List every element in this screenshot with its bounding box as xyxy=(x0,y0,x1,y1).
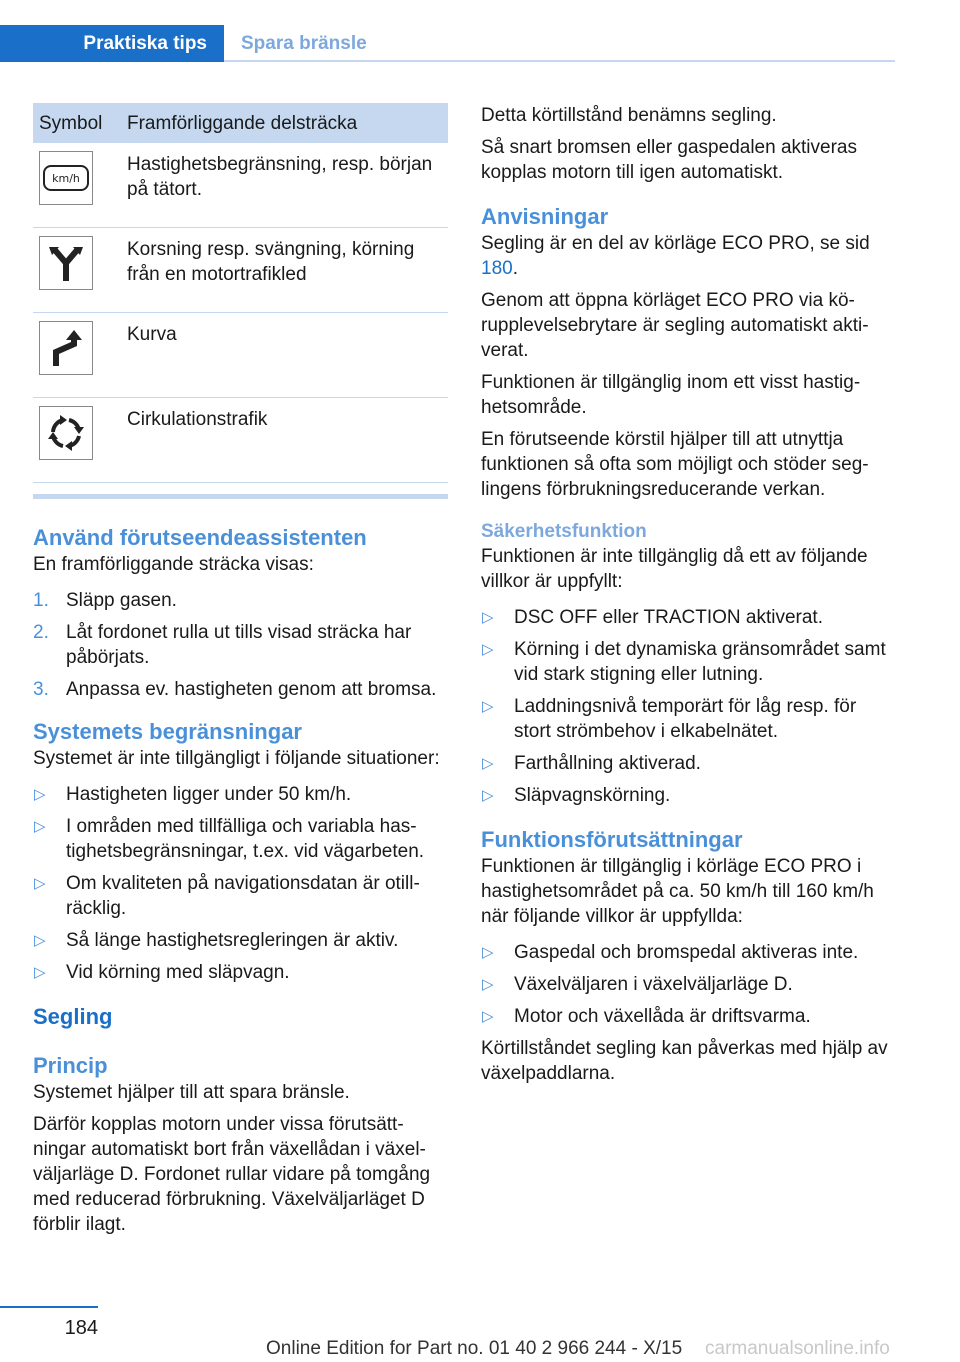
bullet-triangle-icon: ▷ xyxy=(482,976,494,993)
paragraph: Därför kopplas motorn under vissa förutsättningar automatiskt bort från växellådan i växelväljarläge D. Fordonet rullar vidare på tomgång med reducerad förbrukning. Växelväljarläget D förblir ilagt. xyxy=(33,1114,431,1235)
edition-text: Online Edition for Part no. 01 40 2 966 244 - X/15 xyxy=(266,1338,683,1359)
list-item-text: Motor och växellåda är driftsvarma. xyxy=(514,1006,811,1027)
col-header-symbol: Symbol xyxy=(33,103,127,143)
col-header-description: Framförliggande delsträcka xyxy=(127,103,448,143)
list-item xyxy=(481,637,896,687)
paragraph: Detta körtillstånd benämns segling. xyxy=(481,105,777,126)
list-item-text: I områden med tillfälliga och variabla hastighetsbegränsningar, t.ex. vid vägarbeten. xyxy=(66,816,425,862)
list-item xyxy=(33,814,448,864)
paragraph: En framförliggande sträcka visas: xyxy=(33,554,314,575)
table-bottom-rule xyxy=(33,494,448,499)
symbol-table xyxy=(33,103,448,483)
requirements-list xyxy=(481,940,896,1029)
paragraph xyxy=(481,231,896,281)
list-item xyxy=(33,782,448,807)
table-row-text: Kurva xyxy=(127,313,448,398)
junction-icon xyxy=(39,236,93,290)
table-header-row xyxy=(33,103,448,143)
heading-princip: Princip xyxy=(33,1053,108,1078)
heading-segling: Segling xyxy=(33,1004,113,1029)
paragraph: Funktionen är tillgänglig i körläge ECO PRO i hastighetsområdet på ca. 50 km/h till 160 km/h när följande villkor är uppfyllda: xyxy=(481,856,874,927)
list-item-text: Vid körning med släpvagn. xyxy=(66,962,290,983)
table-row xyxy=(33,228,448,313)
table-row-text: Hastighetsbegränsning, resp. början på tätort. xyxy=(127,143,448,228)
paragraph-text: Segling är en del av körläge ECO PRO, se sid xyxy=(481,233,870,254)
list-item-text: Släpvagnskörning. xyxy=(514,785,671,806)
list-item xyxy=(481,1004,896,1029)
list-item-text: Så länge hastighetsregleringen är aktiv. xyxy=(66,930,399,951)
list-item xyxy=(481,783,896,808)
tab-praktiska-tips[interactable]: Praktiska tips xyxy=(0,25,224,62)
bullet-triangle-icon: ▷ xyxy=(482,1008,494,1025)
table-row xyxy=(33,143,448,228)
paragraph: En förutseende körstil hjälper till att utnyttja funktionen så ofta som möjligt och stöder seglingens förbrukningsreducerande verkan. xyxy=(481,429,869,500)
paragraph: Funktionen är inte tillgänglig då ett av följande villkor är uppfyllt: xyxy=(481,546,868,592)
table-row-text: Cirkulationstrafik xyxy=(127,398,448,483)
bullet-triangle-icon: ▷ xyxy=(482,787,494,804)
bullet-triangle-icon: ▷ xyxy=(34,964,46,981)
list-item-text: Laddningsnivå temporärt för låg resp. för stort strömbehov i elkabelnätet. xyxy=(514,696,857,742)
page-link-180[interactable]: 180 xyxy=(481,258,513,279)
symbol-cell xyxy=(33,228,127,313)
heading-system-limits: Systemets begränsningar xyxy=(33,719,302,744)
heading-use-assistant: Använd förutseendeassistenten xyxy=(33,525,367,550)
list-item xyxy=(33,871,448,921)
paragraph: Funktionen är tillgänglig inom ett visst hastighetsområde. xyxy=(481,372,861,418)
bullet-triangle-icon: ▷ xyxy=(34,818,46,835)
step-number: 3. xyxy=(33,679,49,700)
step-number: 2. xyxy=(33,622,49,643)
page-number: 184 xyxy=(64,1317,98,1339)
heading-safety-function: Säkerhetsfunktion xyxy=(481,521,647,542)
step-text: Låt fordonet rulla ut tills visad sträcka har påbörjats. xyxy=(66,622,412,668)
tab-spara-bransle[interactable]: Spara bränsle xyxy=(241,33,367,54)
list-item-text: DSC OFF eller TRACTION aktiverat. xyxy=(514,607,823,628)
watermark: carmanualsonline.info xyxy=(705,1338,890,1359)
left-column xyxy=(33,103,448,1244)
bullet-triangle-icon: ▷ xyxy=(34,932,46,949)
table-row xyxy=(33,313,448,398)
list-item-text: Om kvaliteten på navigationsdatan är otillräcklig. xyxy=(66,873,420,919)
speed-limit-kmh-icon xyxy=(39,151,93,205)
step-text: Släpp gasen. xyxy=(66,590,177,611)
paragraph: Körtillståndet segling kan påverkas med hjälp av växelpaddlarna. xyxy=(481,1038,888,1084)
bullet-triangle-icon: ▷ xyxy=(482,641,494,658)
roundabout-icon xyxy=(39,406,93,460)
list-item-text: Växelväljaren i växelväljarläge D. xyxy=(514,974,793,995)
footer-rule xyxy=(0,1306,98,1308)
bullet-triangle-icon: ▷ xyxy=(482,698,494,715)
symbol-cell xyxy=(33,398,127,483)
list-item xyxy=(33,960,448,985)
bullet-triangle-icon: ▷ xyxy=(34,875,46,892)
list-item-text: Körning i det dynamiska gränsområdet samt vid stark stigning eller lutning. xyxy=(514,639,886,685)
list-item-text: Farthållning aktiverad. xyxy=(514,753,701,774)
step-text: Anpassa ev. hastigheten genom att bromsa. xyxy=(66,679,437,700)
symbol-cell xyxy=(33,143,127,228)
list-item xyxy=(481,972,896,997)
list-item xyxy=(481,940,896,965)
limits-list xyxy=(33,782,448,985)
speed-limit-kmh-text: km/h xyxy=(52,172,80,185)
right-column xyxy=(481,103,896,1093)
bullet-triangle-icon: ▷ xyxy=(34,786,46,803)
bullet-triangle-icon: ▷ xyxy=(482,944,494,961)
paragraph: Systemet är inte tillgängligt i följande situationer: xyxy=(33,748,440,769)
list-item-text: Hastigheten ligger under 50 km/h. xyxy=(66,784,352,805)
table-row-text: Korsning resp. svängning, körning från en motortrafikled xyxy=(127,228,448,313)
curve-icon xyxy=(39,321,93,375)
steps-list xyxy=(33,588,448,702)
page-header xyxy=(0,25,895,61)
table-row xyxy=(33,398,448,483)
heading-requirements: Funktionsförutsättningar xyxy=(481,827,743,852)
list-item xyxy=(33,620,448,670)
safety-list xyxy=(481,605,896,808)
paragraph: Genom att öppna körläget ECO PRO via körupplevelsebrytare är segling automatiskt aktiverat. xyxy=(481,290,869,361)
list-item xyxy=(481,751,896,776)
paragraph: Så snart bromsen eller gaspedalen aktiveras kopplas motorn till igen automatiskt. xyxy=(481,137,857,183)
list-item xyxy=(33,677,448,702)
list-item xyxy=(481,694,896,744)
paragraph: Systemet hjälper till att spara bränsle. xyxy=(33,1082,350,1103)
list-item xyxy=(481,605,896,630)
symbol-cell xyxy=(33,313,127,398)
list-item-text: Gaspedal och bromspedal aktiveras inte. xyxy=(514,942,859,963)
bullet-triangle-icon: ▷ xyxy=(482,755,494,772)
bullet-triangle-icon: ▷ xyxy=(482,609,494,626)
step-number: 1. xyxy=(33,590,49,611)
paragraph-text: . xyxy=(512,258,518,279)
list-item xyxy=(33,928,448,953)
list-item xyxy=(33,588,448,613)
heading-anvisningar: Anvisningar xyxy=(481,204,609,229)
